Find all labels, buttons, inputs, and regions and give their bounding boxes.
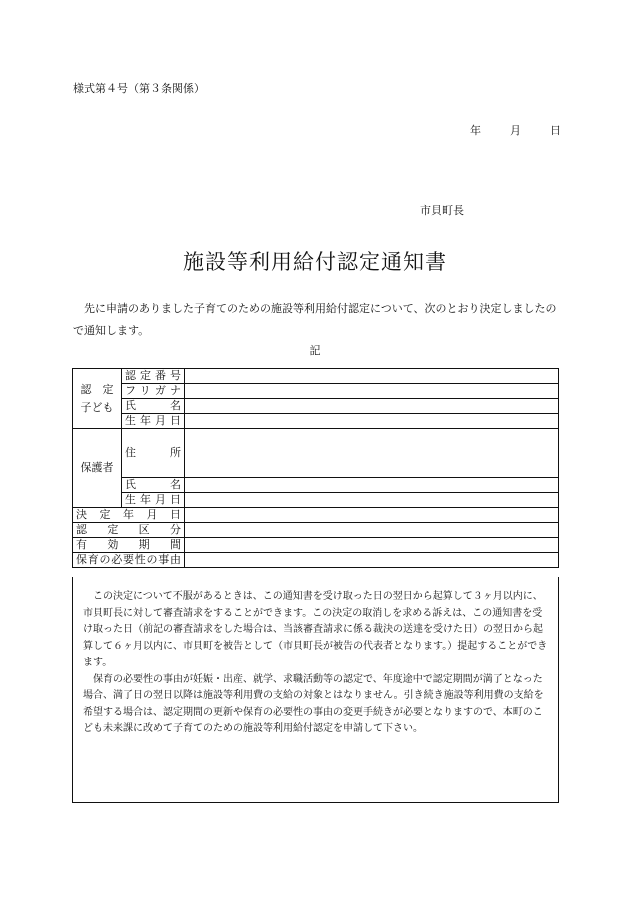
table-row [73,414,559,429]
child-group-label: 認 定 子ども [73,369,122,429]
form-number: 様式第４号（第３条関係） [73,82,205,95]
issue-date [470,122,561,138]
table-row [73,523,559,538]
page-title: 施設等利用給付認定通知書 [183,250,447,274]
row-label-cert-category: 認定区分 [73,523,185,538]
row-label-guardian-birthdate: 生年月日 [122,493,185,508]
table-row [73,508,559,523]
row-label-furigana: フリガナ [122,384,185,399]
date-month-label: 月 [510,124,521,137]
row-label-guardian-name: 氏 名 [122,478,185,493]
guardian-group-label: 保護者 [73,429,122,508]
guardian-address-value[interactable] [185,429,559,478]
notes-box [72,577,559,803]
table-row [73,478,559,493]
row-label-address: 住 所 [122,429,185,478]
row-label-decision-date: 決定年月日 [73,508,185,523]
intro-text: 先に申請のありました子育てのための施設等利用給付認定について、次のとおり決定しましたので通知します。 [73,302,557,337]
child-birthdate-value[interactable] [185,414,559,429]
guardian-birthdate-value[interactable] [185,493,559,508]
care-need-reason-value[interactable] [185,553,559,568]
table-row [73,538,559,553]
note-paragraph-renewal: 保育の必要性の事由が妊娠・出産、就学、求職活動等の認定で、年度途中で認定期間が満了となった場合、満了日の翌日以降は施設等利用費の支給の対象とはなりません。引き続き施設等利用費の支給を希望する場合は、認定期間の更新や保育の必要性の事由の変更手続きが必要となりますので、本町のこども未来課に改めて子育てのための施設等利用給付認定を申請して下さい。 [83,673,544,734]
row-label-valid-period: 有効期間 [73,538,185,553]
valid-period-value[interactable] [185,538,559,553]
child-name-value[interactable] [185,399,559,414]
date-year-label: 年 [470,124,481,137]
guardian-name-value[interactable] [185,478,559,493]
cert-category-value[interactable] [185,523,559,538]
date-day-label: 日 [550,124,561,137]
note-paragraph-appeal: この決定について不服があるときは、この通知書を受け取った日の翌日から起算して３ヶ月以内に、市貝町長に対して審査請求をすることができます。この決定の取消しを求める訴えは、この通知書を受け取った日（前記の審査請求をした場合は、当該審査請求に係る裁決の送達を受けた日）の翌日から起算して６ヶ月以内に、市貝町を被告として（市貝町長が被告の代表者となります。）提起することができます。 [83,591,548,668]
row-label-child-birthdate: 生年月日 [122,414,185,429]
table-row [73,399,559,414]
table-row [73,384,559,399]
certification-table [72,368,559,568]
cert-number-value[interactable] [185,369,559,384]
row-label-child-name: 氏 名 [122,399,185,414]
row-label-care-need-reason: 保育の必要性の事由 [73,553,185,568]
table-row [73,493,559,508]
table-row [73,369,559,384]
table-row [73,429,559,478]
issuer-name: 市貝町長 [420,204,464,217]
child-furigana-value[interactable] [185,384,559,399]
table-row [73,553,559,568]
ki-heading: 記 [309,344,321,357]
row-label-cert-number: 認定番号 [122,369,185,384]
decision-date-value[interactable] [185,508,559,523]
